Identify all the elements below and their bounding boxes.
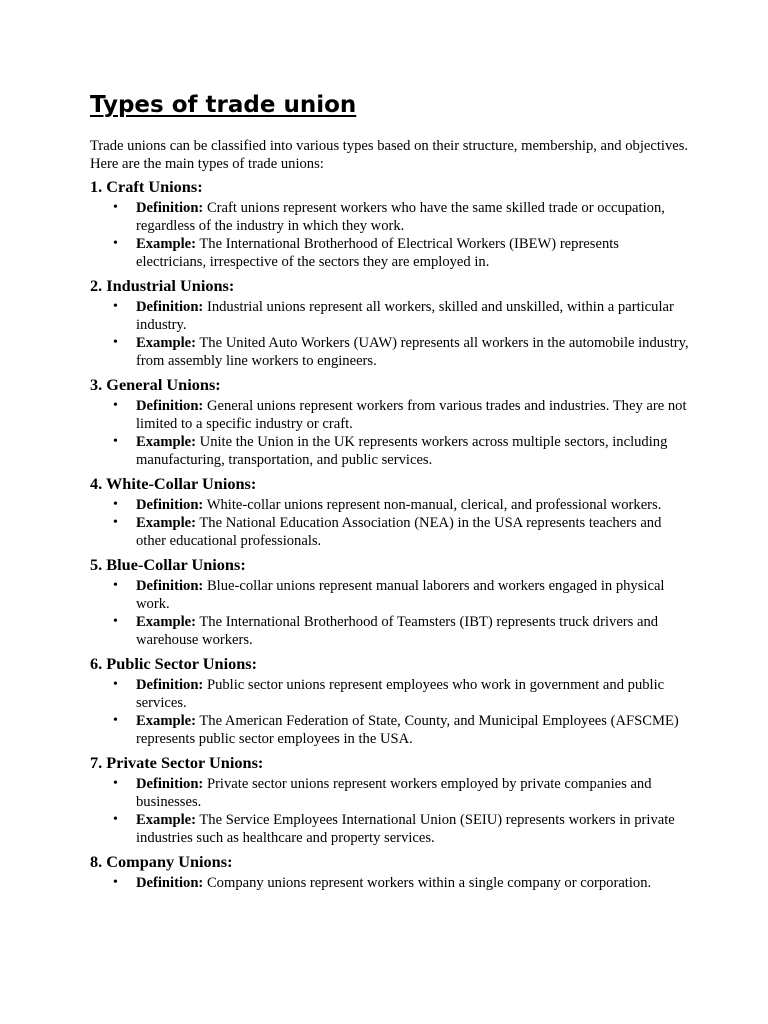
item-label: Example: xyxy=(136,236,196,252)
item-text: Craft unions represent workers who have the same skilled trade or occupation, regardless of the industry in which they work. xyxy=(136,200,665,234)
section-heading: 2. Industrial Unions: xyxy=(90,276,235,295)
item-label: Definition: xyxy=(136,200,204,216)
bullet-icon: • xyxy=(113,434,118,449)
item-label: Example: xyxy=(136,335,196,351)
section-heading: 3. General Unions: xyxy=(90,375,221,394)
list-item xyxy=(90,298,690,334)
section-heading: 8. Company Unions: xyxy=(90,852,233,871)
item-text: The National Education Association (NEA) in the USA represents teachers and other educational professionals. xyxy=(136,515,662,549)
section-list xyxy=(90,874,690,892)
bullet-icon: • xyxy=(113,497,118,512)
section-heading: 5. Blue-Collar Unions: xyxy=(90,555,246,574)
item-label: Example: xyxy=(136,614,196,630)
section-list xyxy=(90,199,690,271)
list-item xyxy=(90,199,690,235)
list-item xyxy=(90,811,690,847)
list-item xyxy=(90,334,690,370)
item-text: The American Federation of State, County, and Municipal Employees (AFSCME) represents public sector employees in the USA. xyxy=(136,713,679,747)
list-item xyxy=(90,775,690,811)
item-text: Company unions represent workers within a single company or corporation. xyxy=(206,875,652,891)
section-list xyxy=(90,676,690,748)
item-label: Definition: xyxy=(136,875,204,891)
item-label: Definition: xyxy=(136,398,204,414)
bullet-icon: • xyxy=(113,398,118,413)
document-page xyxy=(90,91,690,896)
item-label: Definition: xyxy=(136,776,204,792)
list-item xyxy=(90,676,690,712)
list-item xyxy=(90,397,690,433)
item-text: The International Brotherhood of Teamsters (IBT) represents truck drivers and warehouse workers. xyxy=(136,614,659,648)
list-item xyxy=(90,577,690,613)
bullet-icon: • xyxy=(113,677,118,692)
bullet-icon: • xyxy=(113,614,118,629)
list-item xyxy=(90,874,690,892)
section-heading: 6. Public Sector Unions: xyxy=(90,654,258,673)
item-label: Example: xyxy=(136,515,196,531)
list-item xyxy=(90,613,690,649)
section-list xyxy=(90,397,690,469)
bullet-icon: • xyxy=(113,299,118,314)
bullet-icon: • xyxy=(113,236,118,251)
sections-container xyxy=(90,176,690,892)
item-text: The International Brotherhood of Electrical Workers (IBEW) represents electricians, irrespective of the sectors they are employed in. xyxy=(136,236,619,270)
intro-paragraph: Trade unions can be classified into various types based on their structure, membership, and objectives. Here are the main types of trade unions: xyxy=(90,138,689,172)
section-list xyxy=(90,496,690,550)
list-item xyxy=(90,514,690,550)
section-heading: 1. Craft Unions: xyxy=(90,177,203,196)
section-list xyxy=(90,298,690,370)
section-heading: 7. Private Sector Unions: xyxy=(90,753,264,772)
item-label: Example: xyxy=(136,812,196,828)
item-label: Example: xyxy=(136,713,196,729)
item-text: The United Auto Workers (UAW) represents all workers in the automobile industry, from assembly line workers to engineers. xyxy=(136,335,689,369)
list-item xyxy=(90,712,690,748)
bullet-icon: • xyxy=(113,200,118,215)
item-text: Blue-collar unions represent manual laborers and workers engaged in physical work. xyxy=(136,578,665,612)
bullet-icon: • xyxy=(113,335,118,350)
item-label: Definition: xyxy=(136,677,204,693)
item-text: Public sector unions represent employees who work in government and public services. xyxy=(136,677,665,711)
section-list xyxy=(90,577,690,649)
page-title: Types of trade union xyxy=(90,92,357,118)
bullet-icon: • xyxy=(113,515,118,530)
list-item xyxy=(90,433,690,469)
item-label: Definition: xyxy=(136,299,204,315)
bullet-icon: • xyxy=(113,776,118,791)
item-text: The Service Employees International Union (SEIU) represents workers in private industries such as healthcare and property services. xyxy=(136,812,675,846)
section-list xyxy=(90,775,690,847)
item-label: Definition: xyxy=(136,497,204,513)
bullet-icon: • xyxy=(113,713,118,728)
list-item xyxy=(90,496,690,514)
item-text: Private sector unions represent workers employed by private companies and businesses. xyxy=(136,776,652,810)
list-item xyxy=(90,235,690,271)
bullet-icon: • xyxy=(113,875,118,890)
item-label: Definition: xyxy=(136,578,204,594)
section-heading: 4. White-Collar Unions: xyxy=(90,474,257,493)
bullet-icon: • xyxy=(113,578,118,593)
item-label: Example: xyxy=(136,434,196,450)
item-text: General unions represent workers from various trades and industries. They are not limited to a specific industry or craft. xyxy=(136,398,687,432)
bullet-icon: • xyxy=(113,812,118,827)
item-text: White-collar unions represent non-manual, clerical, and professional workers. xyxy=(206,497,662,513)
item-text: Industrial unions represent all workers, skilled and unskilled, within a particular industry. xyxy=(136,299,674,333)
item-text: Unite the Union in the UK represents workers across multiple sectors, including manufacturing, transportation, and public services. xyxy=(136,434,668,468)
